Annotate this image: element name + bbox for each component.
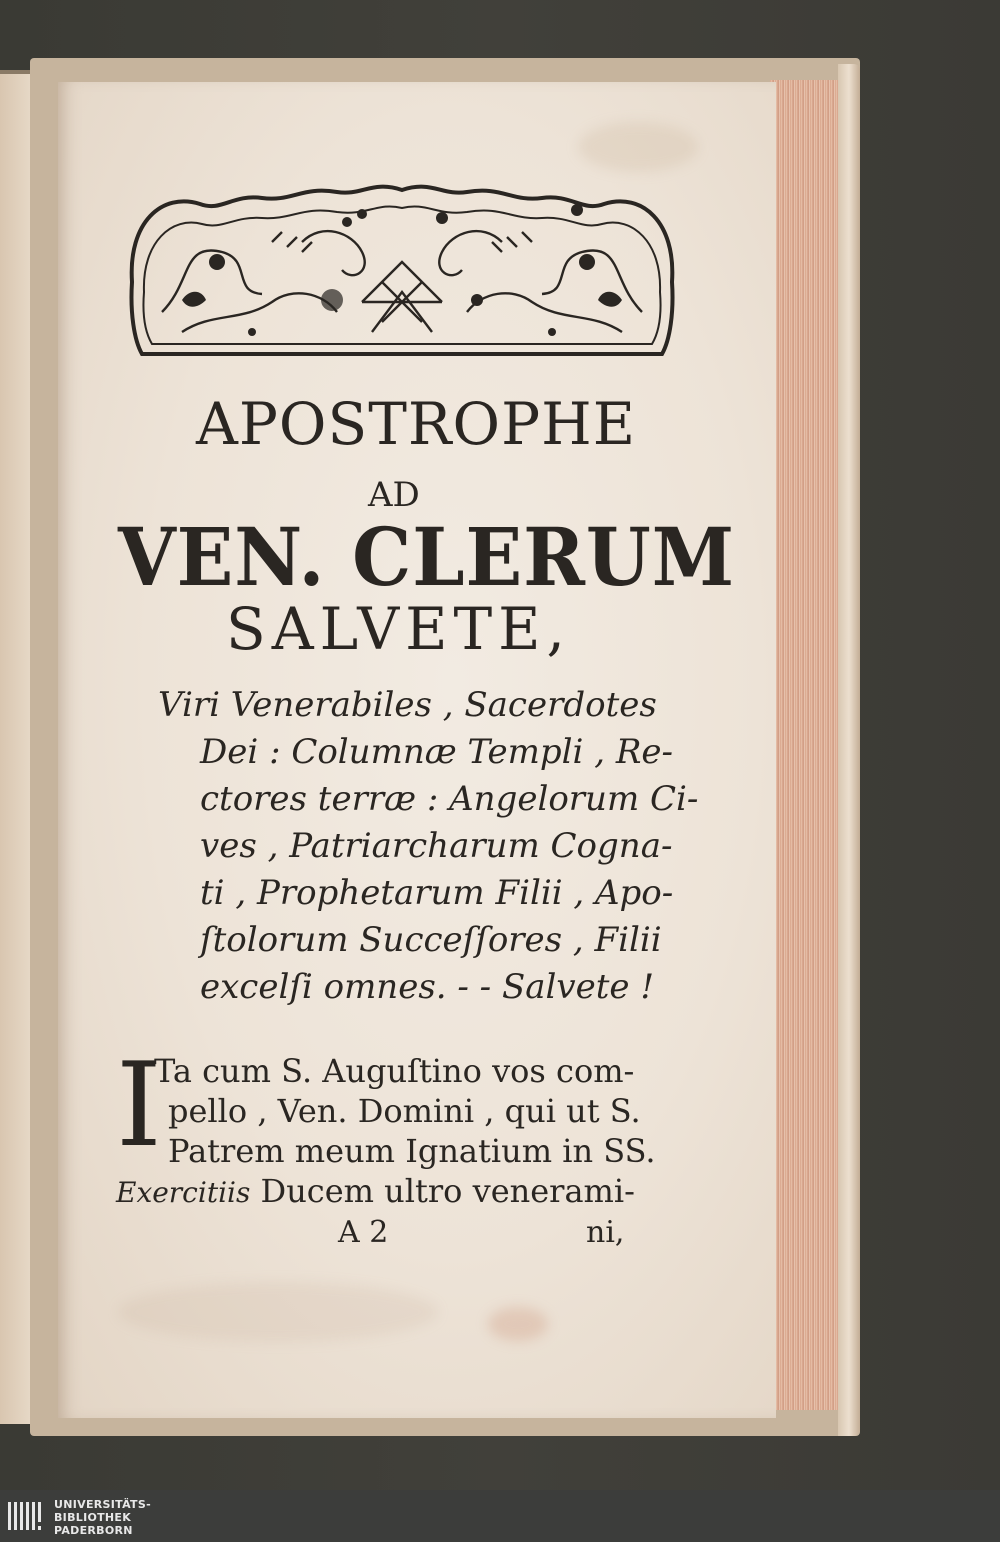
stain — [118, 1282, 438, 1342]
italic-line: ves , Patriarcharum Cogna- — [200, 826, 673, 866]
body-line: Patrem meum Ignatium in SS. — [168, 1132, 656, 1170]
ub-paderborn-logo-icon — [6, 1498, 46, 1534]
decorative-headpiece-icon — [122, 182, 682, 362]
heading-ad: AD — [368, 475, 420, 515]
italic-line: ctores terræ : Angelorum Ci- — [200, 779, 699, 819]
stain — [578, 122, 698, 172]
library-name-line: BIBLIOTHEK — [54, 1511, 132, 1524]
heading-clerum: VEN. CLERUM — [118, 510, 736, 604]
heading-salvete: SALVETE, — [226, 595, 571, 663]
drop-capital: I — [116, 1038, 162, 1173]
catchword: ni, — [586, 1215, 625, 1250]
italic-line: ti , Prophetarum Filii , Apo- — [200, 873, 674, 913]
italic-line: Viri Venerabiles , Sacerdotes — [158, 685, 657, 725]
cover-board-edge — [838, 64, 860, 1436]
book-page — [58, 82, 776, 1418]
stain — [488, 1307, 548, 1341]
italic-line: Dei : Columnæ Templi , Re- — [200, 732, 674, 772]
page-heading: APOSTROPHE — [196, 390, 637, 458]
signature-mark: A 2 — [338, 1215, 389, 1250]
library-name-line: UNIVERSITÄTS- — [54, 1498, 151, 1511]
body-italic-word: Exercitiis — [116, 1176, 251, 1209]
body-line-last — [116, 1170, 635, 1214]
italic-line: excelſi omnes. - - Salvete ! — [200, 967, 655, 1007]
library-name-line: PADERBORN — [54, 1524, 133, 1537]
italic-line: ſtolorum Succeſſores , Filii — [200, 920, 662, 960]
body-roman-text: Ducem ultro venerami- — [260, 1172, 635, 1210]
body-line: pello , Ven. Domini , qui ut S. — [168, 1092, 641, 1130]
body-line: Ta cum S. Auguſtino vos com- — [154, 1052, 635, 1090]
